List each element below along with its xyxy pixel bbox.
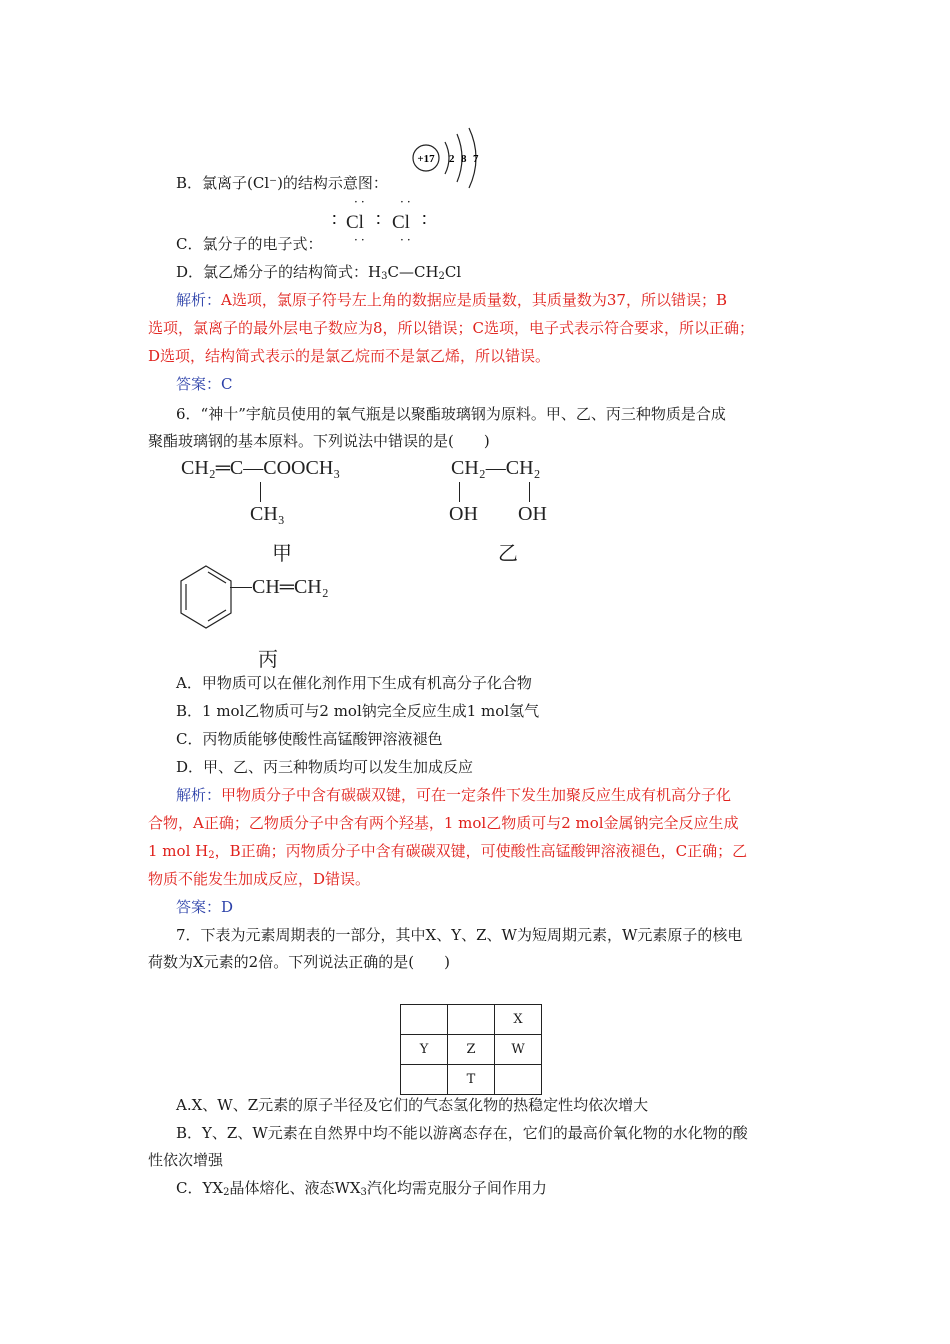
compound-bing-bond bbox=[230, 587, 252, 588]
q7-stem-line-1: 7．下表为元素周期表的一部分，其中X、Y、Z、W为短周期元素，W元素原子的核电 bbox=[176, 926, 743, 944]
table-cell bbox=[401, 1005, 448, 1035]
q6-option-c: C．丙物质能够使酸性高锰酸钾溶液褪色 bbox=[176, 730, 443, 748]
table-cell bbox=[495, 1065, 542, 1095]
q7-option-a: A.X、W、Z元素的原子半径及它们的气态氢化物的热稳定性均依次增大 bbox=[176, 1096, 649, 1114]
chloride-ion-structure-diagram bbox=[405, 122, 485, 192]
nucleus-charge: +17 bbox=[417, 153, 435, 165]
q5-analysis-line-3: D选项，结构简式表示的是氯乙烷而不是氯乙烯，所以错误。 bbox=[148, 347, 551, 365]
q6-analysis-line-1: 解析：甲物质分子中含有碳碳双键，可在一定条件下发生加聚反应生成有机高分子化 bbox=[176, 786, 732, 804]
q6-option-b: B．1 mol乙物质可与2 mol钠完全反应生成1 mol氢气 bbox=[176, 702, 540, 720]
table-cell bbox=[448, 1005, 495, 1035]
table-row bbox=[401, 1035, 542, 1065]
q7-stem-line-2: 荷数为X元素的2倍。下列说法正确的是( ) bbox=[148, 953, 450, 971]
table-cell: X bbox=[495, 1005, 542, 1035]
q6-stem-line-2: 聚酯玻璃钢的基本原料。下列说法中错误的是( ) bbox=[148, 432, 490, 450]
q7-option-c: C．$YX_2$晶体熔化、液态$WX_3$汽化均需克服分子间作用力 bbox=[176, 1179, 547, 1198]
q5-analysis-line-2: 选项，氯离子的最外层电子数应为8，所以错误；C选项，电子式表示符合要求，所以正确； bbox=[148, 319, 755, 337]
q5-option-d: D．氯乙烯分子的结构简式：$H_3C—CH_2Cl$ bbox=[176, 263, 462, 282]
compound-yi-bond-1 bbox=[459, 482, 460, 502]
table-cell: Y bbox=[401, 1035, 448, 1065]
q6-stem-line-1: 6．“神十”宇航员使用的氧气瓶是以聚酯玻璃钢为原料。甲、乙、丙三种物质是合成 bbox=[176, 405, 726, 423]
compound-yi-main-chain: CH₂—CH₂ bbox=[451, 457, 541, 479]
lewis-atom-cl-2: Cl bbox=[392, 212, 410, 233]
q6-analysis-line-4: 物质不能发生加成反应，D错误。 bbox=[148, 870, 371, 888]
lewis-atom-cl-1: Cl bbox=[346, 212, 364, 233]
q5-option-b: B．氯离子(Cl⁻)的结构示意图： bbox=[176, 174, 388, 192]
q6-analysis-line-2: 合物，A正确；乙物质分子中含有两个羟基，1 mol乙物质可与2 mol金属钠完全反应生成 bbox=[148, 814, 739, 832]
shell-electrons-3: 7 bbox=[473, 153, 479, 165]
compound-yi-hydroxyl-1: OH bbox=[449, 503, 478, 525]
q6-analysis-line-3: 1 mol $H_2$，B正确；丙物质分子中含有碳碳双键，可使酸性高锰酸钾溶液褪色，C正确；乙 bbox=[148, 842, 748, 861]
shell-electrons-1: 2 bbox=[449, 153, 455, 165]
cl2-lewis-structure: ·· ·· ∶ Cl ∶ Cl ∶ ·· ·· bbox=[332, 195, 427, 247]
compound-yi-label: 乙 bbox=[498, 541, 518, 565]
compound-jia-branch: CH₃ bbox=[250, 503, 285, 525]
q5-answer: 答案：C bbox=[176, 375, 233, 393]
compound-jia-label: 甲 bbox=[272, 541, 292, 565]
analysis-label: 解析： bbox=[176, 291, 222, 309]
q7-option-b-line-2: 性依次增强 bbox=[148, 1151, 224, 1169]
table-cell bbox=[401, 1065, 448, 1095]
q6-option-a: A．甲物质可以在催化剂作用下生成有机高分子化合物 bbox=[176, 674, 532, 692]
shell-electrons-2: 8 bbox=[461, 153, 467, 165]
compound-bing-label: 丙 bbox=[258, 647, 278, 671]
compound-jia-bond bbox=[260, 482, 261, 502]
table-cell: W bbox=[495, 1035, 542, 1065]
q6-option-d: D．甲、乙、丙三种物质均可以发生加成反应 bbox=[176, 758, 474, 776]
table-cell: T bbox=[448, 1065, 495, 1095]
table-row bbox=[401, 1065, 542, 1095]
q5-analysis-line-1: 解析：A选项，氯原子符号左上角的数据应是质量数，其质量数为37，所以错误；B bbox=[176, 291, 727, 309]
table-cell: Z bbox=[448, 1035, 495, 1065]
q6-answer: 答案：D bbox=[176, 898, 234, 916]
compound-yi-bond-2 bbox=[529, 482, 530, 502]
q5-option-c: C．氯分子的电子式： bbox=[176, 235, 323, 253]
table-row bbox=[401, 1005, 542, 1035]
analysis-label: 解析： bbox=[176, 786, 222, 804]
compound-yi-hydroxyl-2: OH bbox=[518, 503, 547, 525]
q7-option-b-line-1: B．Y、Z、W元素在自然界中均不能以游离态存在，它们的最高价氧化物的水化物的酸 bbox=[176, 1124, 748, 1142]
benzene-ring-icon bbox=[176, 563, 236, 635]
periodic-table-fragment bbox=[400, 1004, 542, 1095]
compound-bing-substituent: CH═CH₂ bbox=[252, 576, 329, 598]
compound-jia-main-chain: CH₂═C—COOCH₃ bbox=[181, 457, 341, 479]
